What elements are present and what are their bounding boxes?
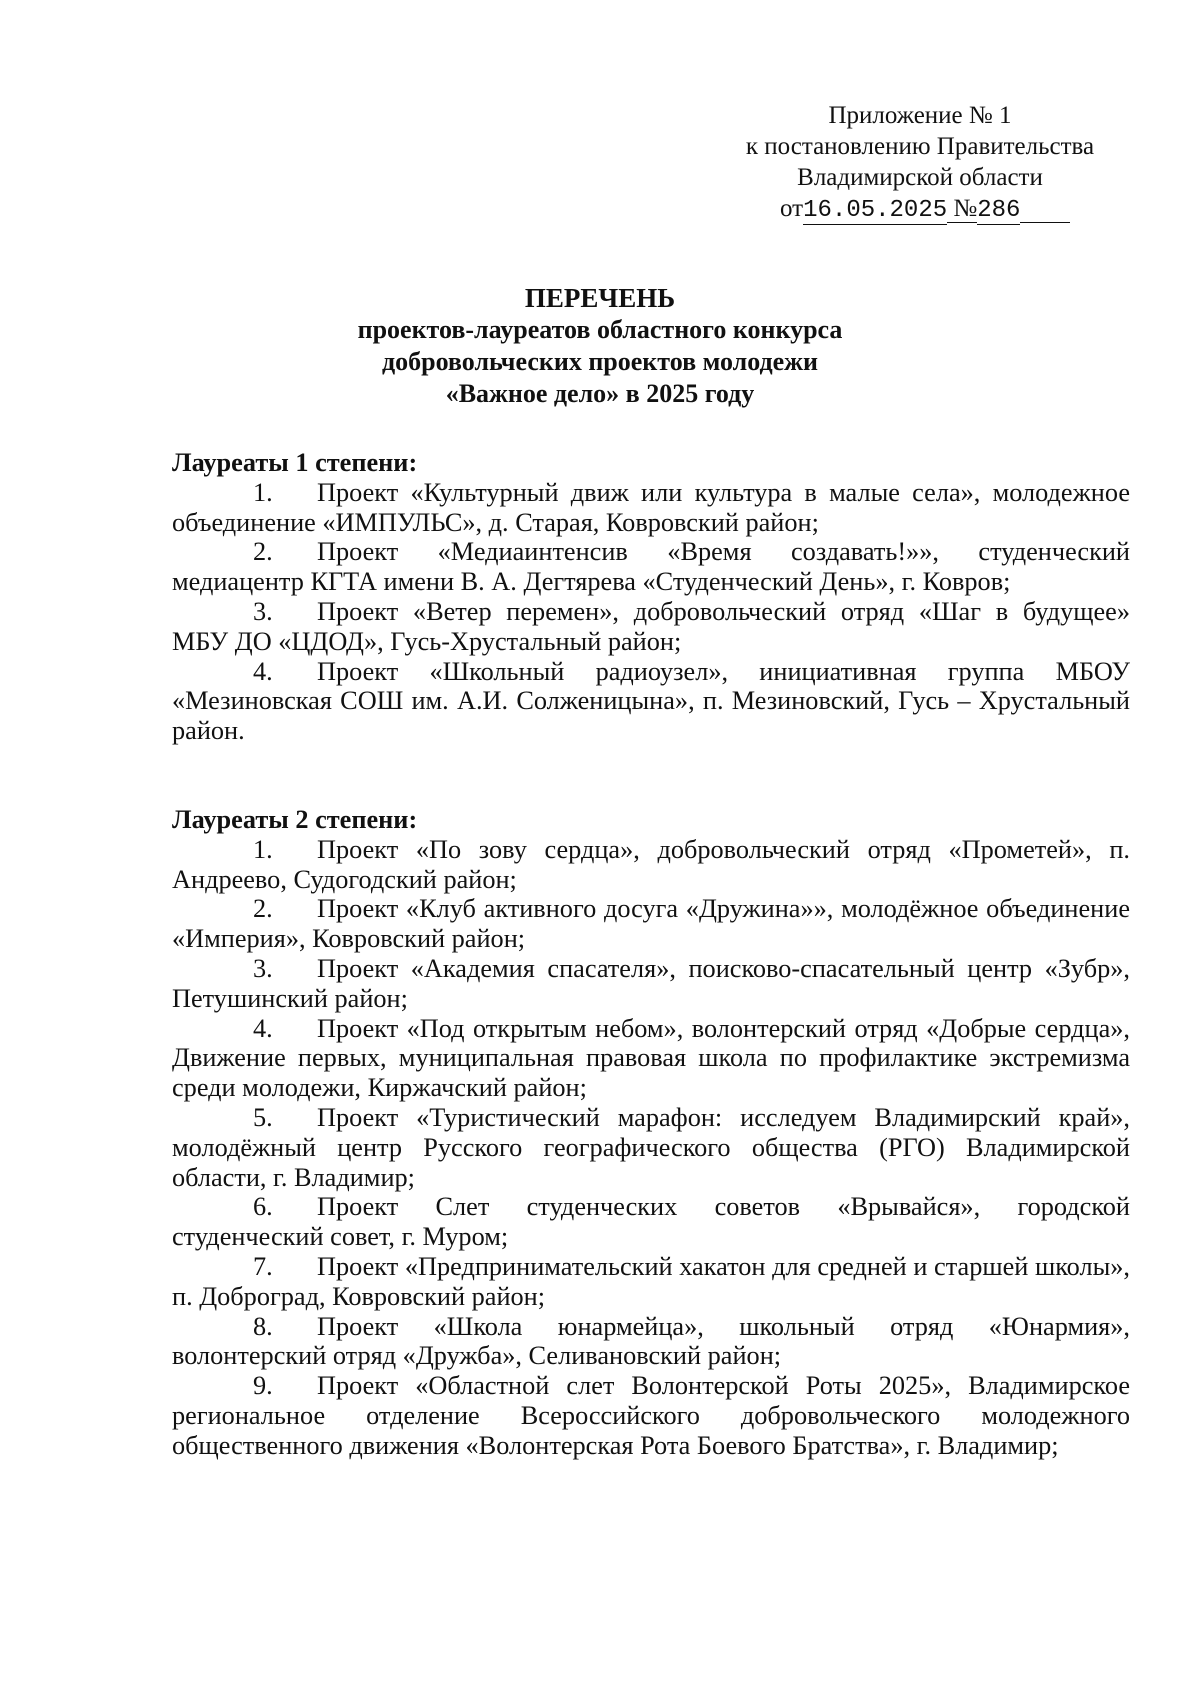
list-item — [172, 597, 1130, 657]
list-item — [172, 478, 1130, 538]
item-text: Проект «По зову сердца», добровольческий отряд «Прометей», п. Андреево, Судогодский район; — [172, 834, 1130, 894]
section-first-degree — [172, 448, 1130, 746]
item-number: 1. — [253, 477, 273, 507]
item-text: Проект Слет студенческих советов «Врывайся», городской студенческий совет, г. Муром; — [172, 1192, 1130, 1252]
list-item — [172, 954, 1130, 1014]
item-text: Проект «Туристический марафон: исследуем Владимирский край», молодёжный центр Русского географического общества (РГО) Владимирской области, г. Владимир; — [172, 1102, 1130, 1192]
list-item — [172, 657, 1130, 746]
date-prefix: от — [780, 195, 804, 222]
annex-line-2: к постановлению Правительства — [745, 133, 1095, 160]
resolution-number: 286 — [977, 197, 1021, 224]
item-text: Проект «Предпринимательский хакатон для средней и старшей школы», п. Доброград, Ковровский район; — [172, 1251, 1130, 1311]
item-number: 2. — [253, 894, 273, 924]
item-text: Проект «Школа юнармейца», школьный отряд «Юнармия», волонтерский отряд «Дружба», Селивановский район; — [172, 1311, 1130, 1371]
item-number: 8. — [253, 1311, 273, 1341]
list-item — [172, 835, 1130, 895]
item-number: 4. — [253, 656, 273, 686]
section-heading: Лауреаты 1 степени: — [172, 448, 418, 477]
list-item — [172, 894, 1130, 954]
list-item — [172, 1014, 1130, 1103]
resolution-date: 16.05.2025 — [803, 197, 948, 224]
item-text: Проект «Клуб активного досуга «Дружина»», молодёжное объединение «Империя», Ковровский район; — [172, 894, 1130, 954]
annex-block — [720, 100, 1120, 226]
item-number: 3. — [253, 596, 273, 626]
title-sub-3: «Важное дело» в 2025 году — [445, 379, 755, 408]
list-item — [172, 1312, 1130, 1372]
item-text: Проект «Медиаинтенсив «Время создавать!»», студенческий медиацентр КГТА имени В. А. Дегтярева «Студенческий День», г. Ковров; — [172, 537, 1130, 597]
item-text: Проект «Под открытым небом», волонтерский отряд «Добрые сердца», Движение первых, муниципальная правовая школа по профилактике экстремизма среди молодежи, Киржачский район; — [172, 1013, 1130, 1103]
title-main: ПЕРЕЧЕНЬ — [524, 283, 676, 313]
item-number: 1. — [253, 834, 273, 864]
item-text: Проект «Областной слет Волонтерской Роты 2025», Владимирское региональное отделение Всероссийского добровольческого молодежного общественного движения «Волонтерская Рота Боевого Братства», г. Владимир; — [172, 1371, 1130, 1460]
item-text: Проект «Академия спасателя», поисково-спасательный центр «Зубр», Петушинский район; — [172, 953, 1130, 1013]
section-heading: Лауреаты 2 степени: — [172, 804, 418, 834]
item-number: 5. — [253, 1102, 273, 1132]
annex-line-3: Владимирской области — [797, 164, 1043, 191]
list-item — [172, 537, 1130, 597]
item-number: 9. — [253, 1371, 273, 1401]
item-number: 3. — [253, 953, 273, 983]
item-text: Проект «Культурный движ или культура в малые села», молодежное объединение «ИМПУЛЬС», д. Старая, Ковровский район; — [172, 477, 1130, 537]
annex-line-1: Приложение № 1 — [828, 102, 1012, 129]
laureates-list — [172, 448, 1130, 1461]
item-text: Проект «Школьный радиоузел», инициативная группа МБОУ «Мезиновская СОШ им. А.И. Солженицына», п. Мезиновский, Гусь – Хрустальный район. — [172, 656, 1130, 746]
title-sub-1: проектов-лауреатов областного конкурса — [357, 315, 843, 344]
item-text: Проект «Ветер перемен», добровольческий отряд «Шаг в будущее» МБУ ДО «ЦДОД», Гусь-Хрустальный район; — [172, 596, 1130, 656]
list-item — [172, 1103, 1130, 1192]
item-number: 6. — [253, 1192, 273, 1222]
section-second-degree — [172, 805, 1130, 1461]
annex-date-line — [780, 193, 1100, 226]
number-sign: № — [953, 195, 978, 222]
document-title — [160, 282, 1040, 410]
item-number: 7. — [253, 1251, 273, 1281]
item-number: 4. — [253, 1013, 273, 1043]
list-item — [172, 1371, 1130, 1460]
list-item — [172, 1252, 1130, 1312]
item-number: 2. — [253, 537, 273, 567]
list-item — [172, 1192, 1130, 1252]
title-sub-2: добровольческих проектов молодежи — [381, 347, 819, 376]
